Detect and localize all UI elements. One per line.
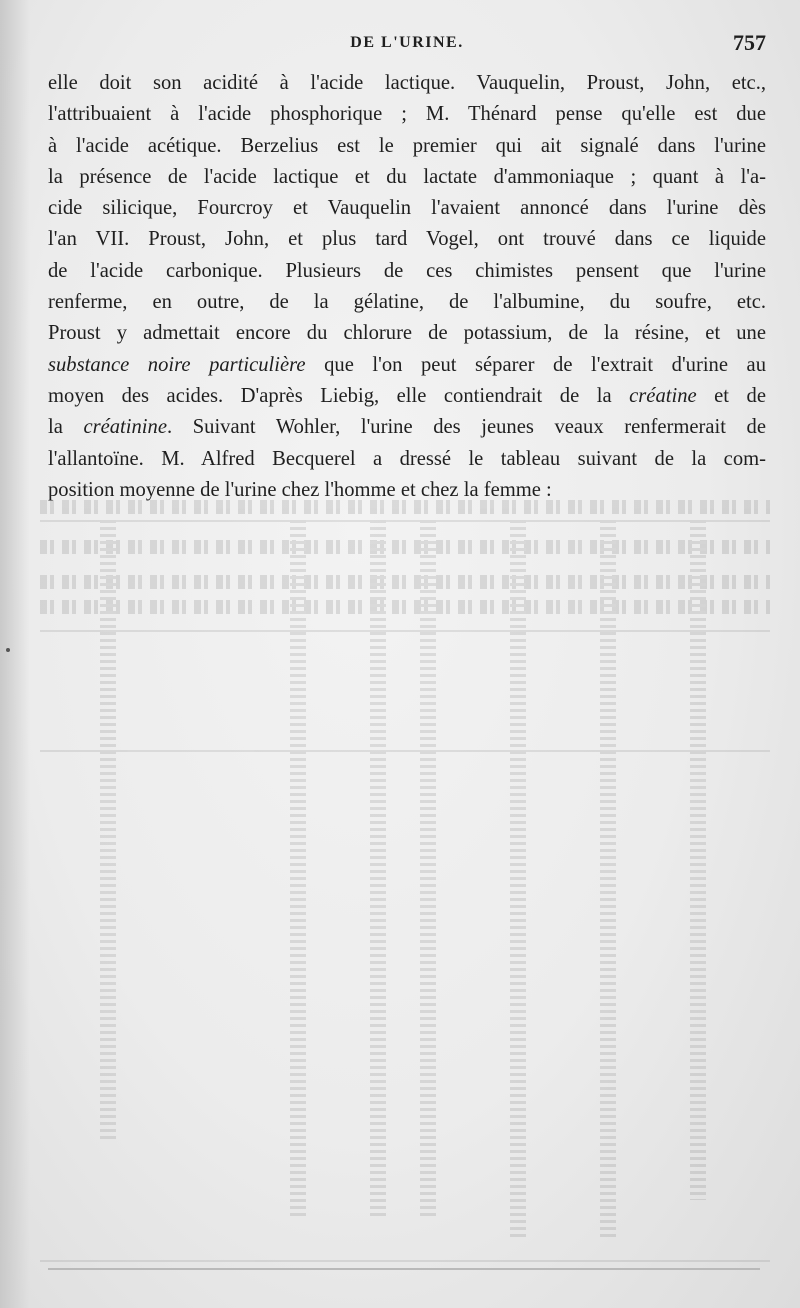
text-segment: l'attribuaient à l'acide phosphorique ; M. Thénard pense qu'elle est due (48, 103, 766, 126)
text-line (48, 381, 766, 412)
text-line (48, 162, 766, 193)
text-line (48, 99, 766, 130)
text-line (48, 475, 766, 506)
text-line (48, 68, 766, 99)
page-header (48, 30, 766, 62)
binding-shadow (0, 0, 30, 1308)
text-line (48, 412, 766, 443)
text-segment: à l'acide acétique. Berzelius est le premier qui ait signalé dans l'urine (48, 134, 766, 157)
text-segment: l'allantoïne. M. Alfred Becquerel a dressé le tableau suivant de la com- (48, 447, 766, 470)
italic-term: substance noire particulière (48, 353, 306, 376)
italic-term: créatine (629, 384, 697, 407)
text-segment: et de (696, 384, 766, 407)
running-head: DE L'URINE. (350, 34, 464, 51)
text-segment: que l'on peut séparer de l'extrait d'urine au (305, 353, 766, 376)
text-segment: la présence de l'acide lactique et du lactate d'ammoniaque ; quant à l'a- (48, 165, 766, 188)
text-segment: la (48, 416, 84, 439)
text-segment: moyen des acides. D'après Liebig, elle contiendrait de la (48, 384, 630, 407)
body-paragraph (48, 68, 766, 506)
text-segment: cide silicique, Fourcroy et Vauquelin l'avaient annoncé dans l'urine dès (48, 197, 766, 220)
text-line (48, 318, 766, 349)
text-segment: de l'acide carbonique. Plusieurs de ces chimistes pensent que l'urine (48, 259, 766, 282)
text-segment: Proust y admettait encore du chlorure de potassium, de la résine, et une (48, 322, 766, 345)
page-number: 757 (733, 30, 766, 55)
text-segment: position moyenne de l'urine chez l'homme et chez la femme : (48, 478, 552, 501)
text-line (48, 224, 766, 255)
text-line (48, 193, 766, 224)
show-through-table (40, 500, 770, 1270)
text-segment: elle doit son acidité à l'acide lactique. Vauquelin, Proust, John, etc., (48, 72, 766, 94)
text-line (48, 350, 766, 381)
text-segment: l'an VII. Proust, John, et plus tard Vogel, ont trouvé dans ce liquide (48, 228, 766, 251)
text-line (48, 287, 766, 318)
text-segment: renferme, en outre, de la gélatine, de l'albumine, du soufre, etc. (48, 291, 766, 314)
text-line (48, 131, 766, 162)
text-segment: . Suivant Wohler, l'urine des jeunes veaux renfermerait de (166, 416, 766, 439)
italic-term: créatinine (83, 416, 167, 439)
ink-speck (6, 648, 10, 652)
bottom-rule (48, 1268, 760, 1270)
text-line (48, 256, 766, 287)
text-line (48, 444, 766, 475)
